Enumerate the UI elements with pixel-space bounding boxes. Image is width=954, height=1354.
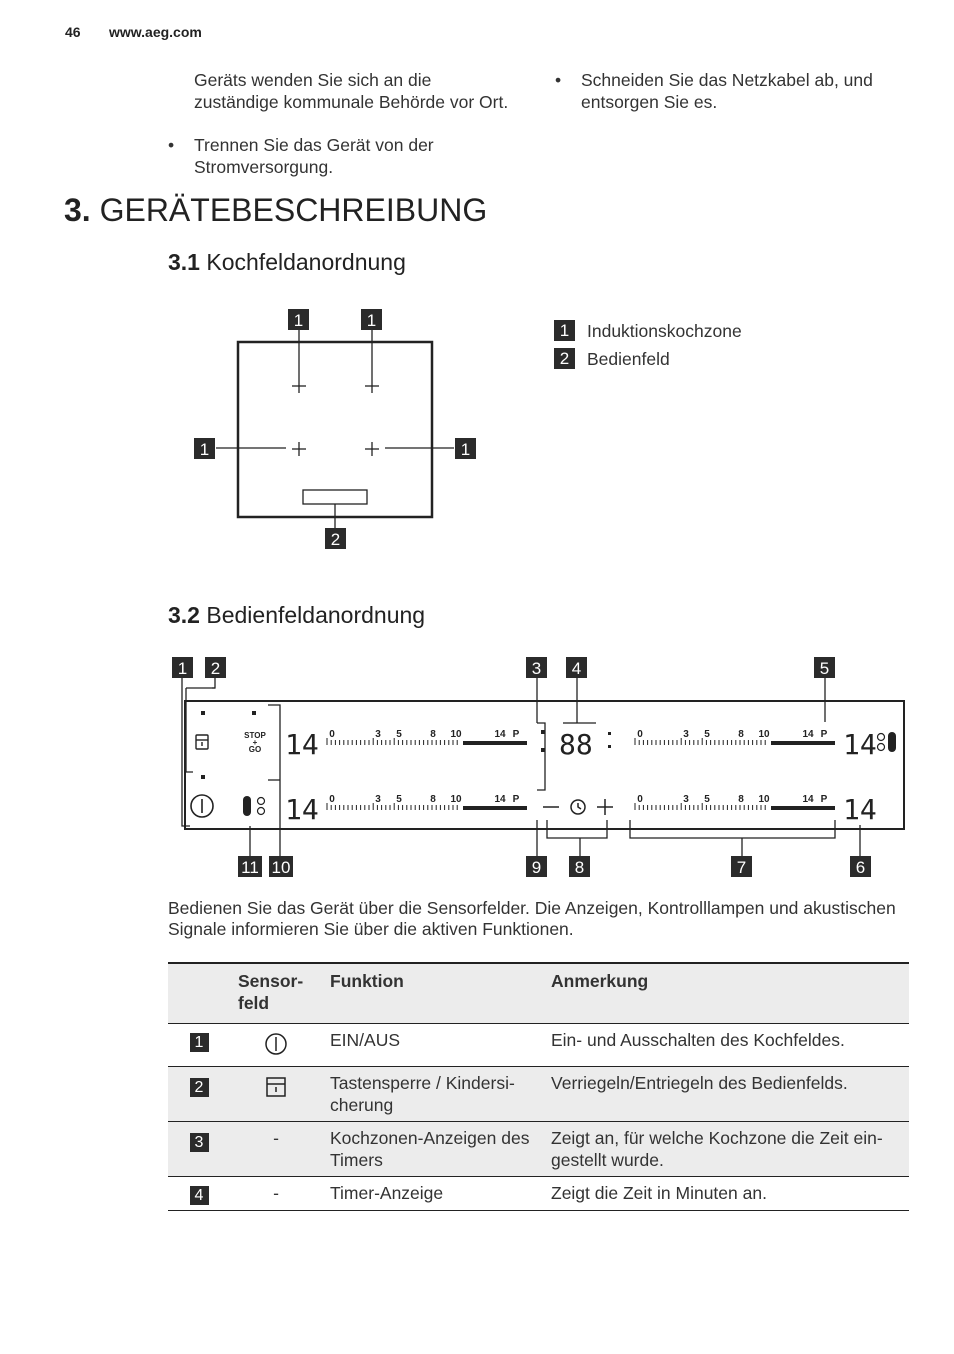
slider-scale-label: 0 [637,729,643,740]
callout-label: 1 [199,440,210,459]
table-row [168,1122,909,1177]
note-cell: Zeigt an, für welche Kochzone die Zeit ein-gestellt wurde. [543,1122,909,1177]
note-cell: Verriegeln/Entriegeln des Bedienfelds. [543,1067,909,1122]
callout-marker [526,856,547,877]
power-level-display: 14 [285,728,319,761]
intro-right-bullet-text: Schneiden Sie das Netzkabel ab, und entsorgen Sie es. [581,70,873,112]
callout-marker [526,657,547,678]
indicator-light [252,711,256,715]
slider-scale-label: 5 [704,729,710,740]
power-slider [635,729,835,745]
slider-scale-label: 10 [450,794,462,805]
callout-box: 3 [190,1133,209,1152]
page-number: 46 [65,24,81,40]
callout-label: 1 [177,659,188,678]
table-header: Sensor- feld [230,963,322,1024]
table-header [168,963,230,1024]
timer-colon [608,732,611,735]
callout-marker [238,856,262,877]
slider-scale-label: P [512,794,520,805]
lock-icon [196,735,208,749]
callout-marker [814,657,835,678]
table-row [168,1024,909,1067]
indicator-light [201,775,205,779]
slider-scale-label: 8 [430,729,436,740]
callout-label: 7 [736,858,747,877]
callout-marker [205,657,226,678]
table-header-row [168,963,909,1024]
subsection-number: 3.1 [168,249,200,275]
intro-left-continuation: Geräts wenden Sie sich an die zuständige kommunale Behörde vor Ort. [194,70,509,112]
timer-zone-indicator [541,748,545,752]
callout-box: 1 [554,320,575,341]
callout-box: 2 [554,348,575,369]
legend-text: Induktionskochzone [587,321,742,341]
sensor-cell: - [230,1122,322,1177]
function-cell: Tastensperre / Kindersi-cherung [322,1067,543,1122]
hob-layout-diagram [180,300,500,560]
intro-left-bullet-text: Trennen Sie das Gerät von der Stromversorgung. [194,135,434,177]
slider-scale-label: 3 [683,729,689,740]
slider-scale-label: 10 [758,729,770,740]
callout-box: 2 [190,1078,209,1097]
table-row [168,1067,909,1122]
slider-scale-label: 5 [396,794,402,805]
callout-label: 2 [330,530,341,549]
intro-right-bullet [555,69,911,113]
callout-label: 8 [574,858,585,877]
description: Bedienen Sie das Gerät über die Sensorfelder. Die Anzeigen, Kontrolllampen und akustischen Signale informieren Sie über die aktiven Funktionen. [168,898,896,939]
header-url: www.aeg.com [109,24,202,40]
slider-scale-label: 0 [637,794,643,805]
section-number: 3. [64,192,91,228]
callout-marker [269,856,293,877]
slider-scale-label: 8 [738,794,744,805]
zone-select-icon [878,732,897,752]
leader-line [268,705,280,859]
callout-marker [850,856,871,877]
function-cell: EIN/AUS [322,1024,543,1067]
slider-scale-label: 3 [375,794,381,805]
subsection-number: 3.2 [168,602,200,628]
stop-go-sensor [244,731,266,754]
slider-scale-label: 0 [329,729,335,740]
callout-label: 1 [366,311,377,330]
callout-label: 1 [293,311,304,330]
intro-left-bullet [168,134,514,178]
power-level-display: 14 [285,793,319,826]
subsection-title-panel [168,602,425,629]
slider-scale-label: 10 [450,729,462,740]
slider-scale-label: 8 [430,794,436,805]
control-panel-diagram [0,650,954,885]
callout-label: 11 [241,858,259,877]
table-header: Funktion [322,963,543,1024]
callout-label: 10 [271,858,291,877]
section-title-text: GERÄTEBESCHREIBUNG [99,192,488,228]
function-table [168,962,909,1211]
callout-box: 4 [190,1186,209,1205]
function-cell: Timer-Anzeige [322,1177,543,1211]
callout-box: 1 [190,1033,209,1052]
subsection-title-text: Kochfeldanordnung [206,249,406,275]
function-cell: Kochzonen-Anzeigen des Timers [322,1122,543,1177]
clock-icon [578,803,581,809]
slider-scale-label: 5 [396,729,402,740]
bullet-dot: • [555,70,562,90]
callout-label: 5 [819,659,830,678]
subsection-title-text: Bedienfeldanordnung [206,602,426,628]
timer-display: 88 [559,728,593,761]
panel-callouts [172,657,871,877]
table-row [168,1177,909,1211]
table-header: Anmerkung [543,963,909,1024]
slider-scale-label: P [512,729,520,740]
sensor-cell: - [230,1177,322,1211]
slider-scale-label: 0 [329,794,335,805]
slider-bar [463,741,527,745]
callout-marker [731,856,752,877]
power-slider [327,729,527,745]
slider-scale-label: P [820,794,828,805]
power-icon [191,795,213,817]
slider-scale-label: 3 [375,729,381,740]
slider-bar [771,806,835,810]
power-level-display: 14 [843,728,877,761]
power-slider [635,794,835,810]
slider-scale-label: 14 [802,794,814,805]
indicator-light [201,711,205,715]
timer-colon [608,745,611,748]
callout-label: 3 [531,659,542,678]
bullet-dot: • [168,135,175,155]
power-icon [264,1032,288,1056]
slider-scale-label: 14 [494,729,506,740]
slider-scale-label: 5 [704,794,710,805]
hob-outline [238,342,432,517]
slider-scale-label: 14 [494,794,506,805]
callout-marker [569,856,590,877]
lock-icon [264,1075,288,1099]
slider-scale-label: 10 [758,794,770,805]
slider-bar [771,741,835,745]
stop-go-label: STOP [244,731,266,740]
note-cell: Zeigt die Zeit in Minuten an. [543,1177,909,1211]
legend-text: Bedienfeld [587,349,670,369]
callout-marker [172,657,193,678]
callout-label: 9 [531,858,542,877]
control-panel-outline [303,490,367,504]
callout-label: 4 [571,659,582,678]
timer-zone-indicator [541,730,545,734]
slider-scale-label: P [820,729,828,740]
callout-label: 2 [210,659,221,678]
note-cell: Ein- und Ausschalten des Kochfeldes. [543,1024,909,1067]
stop-go-label: + [252,738,258,747]
slider-scale-label: 14 [802,729,814,740]
power-level-display: 14 [843,793,877,826]
callout-label: 6 [855,858,866,877]
callout-marker [566,657,587,678]
stop-go-label: GO [248,745,262,754]
slider-bar [463,806,527,810]
section-title [64,192,487,229]
zone-select-icon [243,796,265,816]
slider-scale-label: 8 [738,729,744,740]
slider-scale-label: 3 [683,794,689,805]
power-slider [327,794,527,810]
subsection-title-hob [168,249,406,276]
callout-label: 1 [460,440,471,459]
